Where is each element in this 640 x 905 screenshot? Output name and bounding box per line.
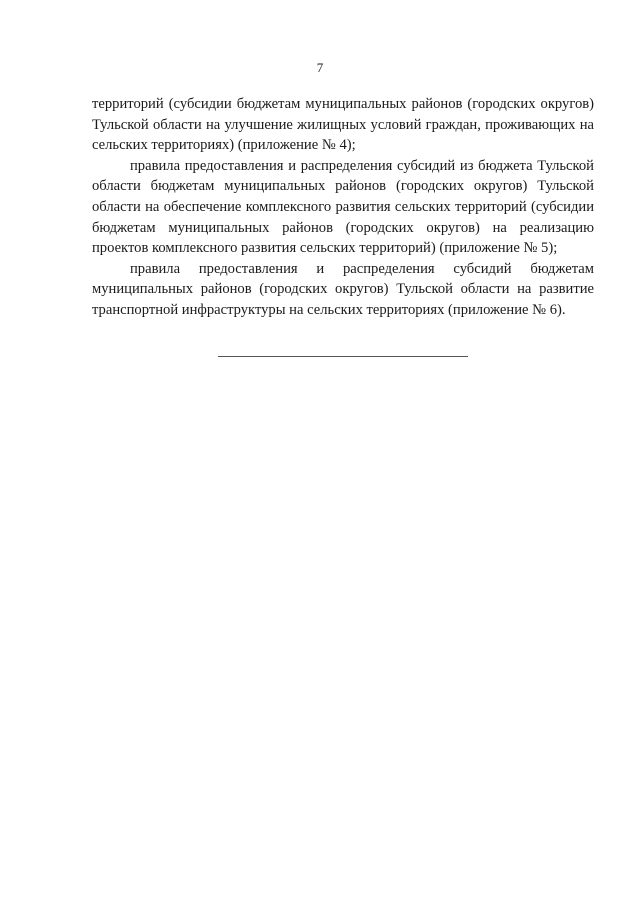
page-number: 7: [316, 60, 324, 75]
paragraph-appendix-6: правила предоставления и распределения субсидий бюджетам муниципальных районов (городских округов) Тульской области на развитие транспортной инфраструктуры на сельских территориях (приложение № 6).: [92, 260, 594, 318]
paragraph-continuation: территорий (субсидии бюджетам муниципальных районов (городских округов) Тульской области на улучшение жилищных условий граждан, проживающих на сельских территориях) (приложение № 4);: [92, 96, 594, 154]
end-divider-line: [218, 356, 468, 357]
paragraph-appendix-5: правила предоставления и распределения субсидий из бюджета Тульской области бюджетам муниципальных районов (городских округов) Тульской области на обеспечение комплексного развития сельских территорий (субсидии бюджетам муниципальных районов (городских округов) на реализацию проектов комплексного развития сельских территорий) (приложение № 5);: [92, 157, 594, 257]
document-body: [92, 94, 594, 321]
